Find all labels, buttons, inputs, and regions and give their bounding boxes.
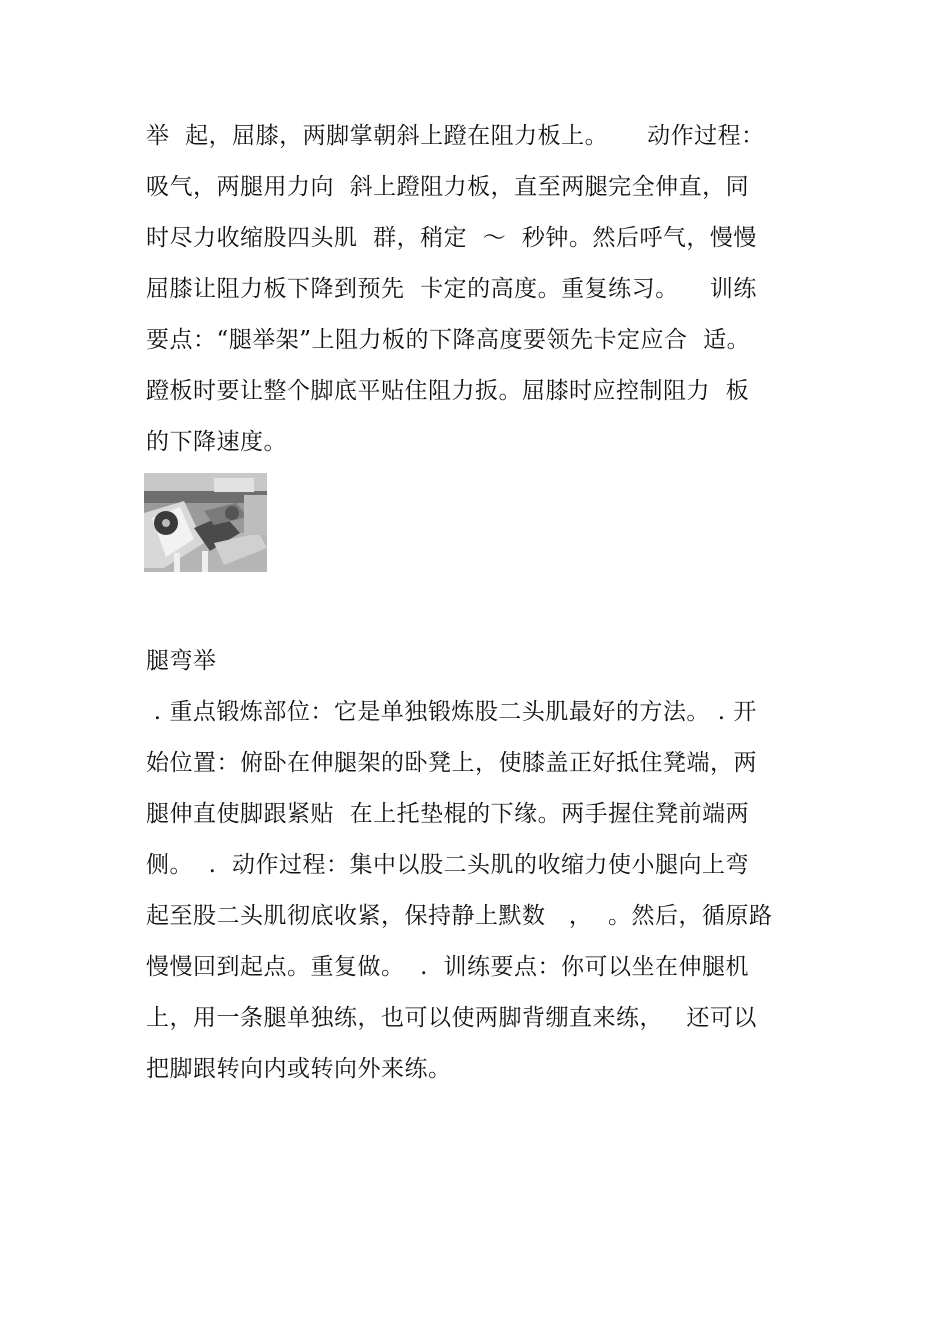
text-line: 侧。 . 动作过程：集中以股二头肌的收缩力使小腿向上弯 bbox=[146, 852, 750, 878]
text-line: 把脚跟转向内或转向外来练。 bbox=[146, 1056, 452, 1082]
text-line: 慢慢回到起点。重复做。 . 训练要点：你可以坐在伸腿机 bbox=[146, 954, 750, 980]
text-line: 时尽力收缩股四头肌 群，稍定 ～ 秒钟。然后呼气，慢慢 bbox=[146, 225, 757, 251]
leg-press-photo bbox=[144, 473, 267, 572]
text-line: 腿伸直使脚跟紧贴 在上托垫棍的下缘。两手握住凳前端两 bbox=[146, 801, 750, 827]
text-line: 的下降速度。 bbox=[146, 429, 287, 455]
paragraph-leg-press bbox=[146, 111, 816, 468]
text-line: 蹬板时要让整个脚底平贴住阻力扳。屈膝时应控制阻力 板 bbox=[146, 378, 750, 404]
text-line: 始位置：俯卧在伸腿架的卧凳上，使膝盖正好抵住凳端，两 bbox=[146, 750, 757, 776]
text-line: 要点：“腿举架”上阻力板的下降高度要领先卡定应合 适。 bbox=[146, 327, 751, 353]
paragraph-leg-curl bbox=[146, 687, 816, 1095]
text-line: . 重点锻炼部位：它是单独锻炼股二头肌最好的方法。 . 开 bbox=[146, 699, 757, 725]
text-line: 屈膝让阻力板下降到预先 卡定的高度。重复练习。 训练 bbox=[146, 276, 757, 302]
text-line: 起至股二头肌彻底收紧，保持静上默数 ， 。然后，循原路 bbox=[146, 903, 773, 929]
text-line: 吸气，两腿用力向 斜上蹬阻力板，直至两腿完全伸直，同 bbox=[146, 174, 750, 200]
text-line: 举 起，屈膝，两脚掌朝斜上蹬在阻力板上。 动作过程： bbox=[146, 123, 765, 149]
section-heading: 腿弯举 bbox=[146, 648, 217, 674]
text-line: 上，用一条腿单独练，也可以使两脚背绷直来练， 还可以 bbox=[146, 1005, 757, 1031]
